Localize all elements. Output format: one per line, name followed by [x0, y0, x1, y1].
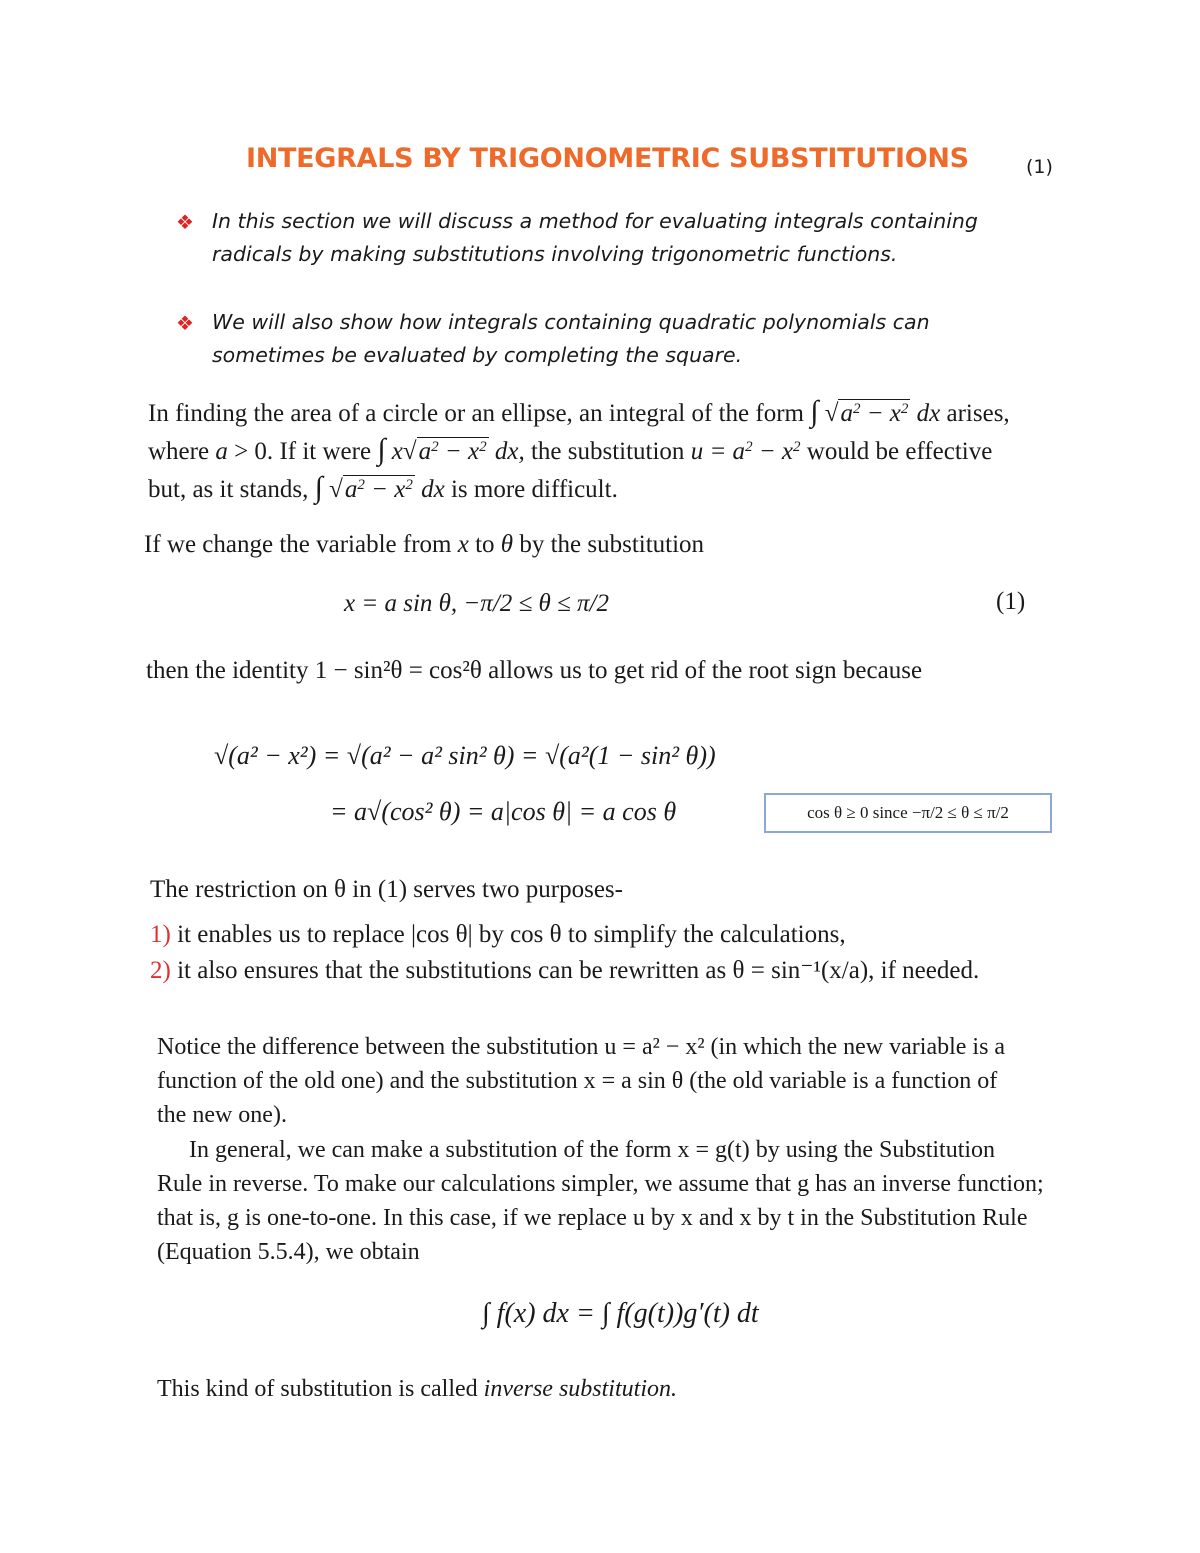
radicand: $a^2 - x^2$ [418, 438, 487, 465]
general-paragraph [157, 1133, 1117, 1269]
derivation-line-1: √(a² − x²) = √(a² − a² sin² θ) = √(a²(1 − sin² θ)) [214, 741, 716, 770]
change-var-text: If we change the variable from [144, 531, 452, 558]
bullet-2-line2: sometimes be evaluated by completing the square. [212, 343, 743, 367]
intro-text: the substitution [530, 438, 685, 465]
inline-math: x [391, 438, 403, 465]
change-variable-line [144, 527, 704, 563]
substitution-equation: x = a sin θ, −π/2 ≤ θ ≤ π/2 [344, 590, 609, 617]
radical-sign: √ [329, 476, 343, 503]
differential: dx [421, 476, 445, 503]
intro-line-2 [148, 432, 1138, 470]
notice-line: the new one). [157, 1102, 287, 1128]
integral-sign: ∫ [810, 395, 819, 428]
integral-sign: ∫ [377, 433, 386, 466]
general-line: that is, g is one-to-one. In this case, if we replace u by x and x by t in the Substitution Rule [157, 1205, 1028, 1231]
diamond-bullet-icon: ❖ [176, 311, 194, 335]
identity-formula: 1 − sin²θ = cos²θ [314, 657, 482, 684]
general-line: In general, we can make a substitution of the form x = g(t) by using the Substitution [189, 1137, 996, 1163]
differential: dx [916, 400, 941, 427]
restriction-item-2 [150, 953, 979, 989]
restriction-heading: The restriction on θ in (1) serves two purposes- [150, 876, 623, 903]
intro-line-1 [148, 394, 1138, 432]
intro-text: where [148, 438, 210, 465]
derivation-line-2: = a√(cos² θ) = a|cos θ| = a cos θ [330, 797, 677, 826]
intro-text: arises, [946, 400, 1010, 427]
bullet-1-line1: In this section we will discuss a method for evaluating integrals containing [212, 209, 978, 233]
bullet-1 [176, 205, 978, 271]
inline-math: a > 0. [215, 438, 274, 465]
closing-term: inverse substitution. [483, 1376, 677, 1402]
diamond-bullet-icon: ❖ [176, 210, 194, 234]
restriction-item-1 [150, 917, 846, 953]
identity-line [146, 653, 922, 689]
differential: dx, [494, 438, 525, 465]
identity-text: then the identity [146, 657, 309, 684]
integral-sign: ∫ [314, 471, 323, 504]
inline-math: $u = a^2 - x^2$ [690, 438, 801, 465]
change-var-text: by the substitution [519, 531, 705, 558]
general-line: Rule in reverse. To make our calculations simpler, we assume that g has an inverse function; [157, 1171, 1044, 1197]
intro-text: would be effective [806, 438, 993, 465]
intro-text: If it were [279, 438, 372, 465]
list-text: it also ensures that the substitutions can be rewritten as θ = sin⁻¹(x/a), if needed. [177, 957, 980, 984]
radicand: $a^2 - x^2$ [344, 476, 413, 503]
intro-paragraph [148, 394, 1138, 508]
intro-line-3 [148, 470, 1138, 508]
intro-text: In finding the area of a circle or an ellipse, an integral of the form [148, 400, 804, 427]
closing-line [157, 1371, 677, 1407]
radical-sign: √ [402, 438, 417, 465]
intro-text: but, as it stands, [148, 476, 309, 503]
bullet-1-line2: radicals by making substitutions involving trigonometric functions. [212, 242, 898, 266]
identity-text: allows us to get rid of the root sign because [488, 657, 923, 684]
radicand: $a^2 - x^2$ [840, 400, 909, 427]
intro-text: is more difficult. [450, 476, 618, 503]
notice-line: Notice the difference between the substitution u = a² − x² (in which the new variable is a [157, 1034, 1006, 1060]
bullet-2 [176, 306, 930, 372]
list-number: 1) [150, 921, 171, 948]
bullet-2-line1: We will also show how integrals containing quadratic polynomials can [212, 310, 930, 334]
page-title: INTEGRALS BY TRIGONOMETRIC SUBSTITUTIONS [246, 143, 969, 174]
radical-sign: √ [824, 400, 839, 427]
page-number: (1) [1026, 156, 1053, 178]
closing-text: This kind of substitution is called [157, 1376, 478, 1402]
list-text: it enables us to replace |cos θ| by cos θ to simplify the calculations, [177, 921, 846, 948]
general-line: (Equation 5.5.4), we obtain [157, 1239, 420, 1265]
notice-line: function of the old one) and the substitution x = a sin θ (the old variable is a function of [157, 1068, 998, 1094]
change-var-text: to [475, 531, 495, 558]
equation-number: (1) [996, 588, 1026, 615]
inline-math: θ [500, 531, 514, 558]
inline-math: x [457, 531, 469, 558]
list-number: 2) [150, 957, 171, 984]
notice-paragraph [157, 1030, 1117, 1132]
inverse-substitution-formula: ∫ f(x) dx = ∫ f(g(t))g′(t) dt [482, 1298, 759, 1329]
note-box: cos θ ≥ 0 since −π/2 ≤ θ ≤ π/2 [764, 793, 1052, 833]
